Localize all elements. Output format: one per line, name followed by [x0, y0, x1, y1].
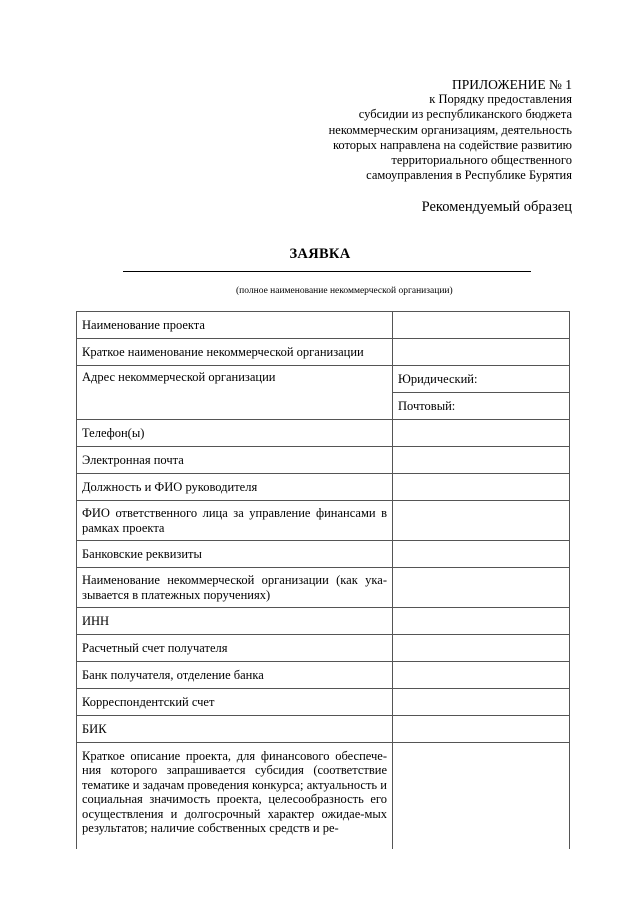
- value-finance-person[interactable]: [393, 501, 570, 541]
- table-row: [77, 366, 570, 393]
- value-project-name[interactable]: [393, 312, 570, 339]
- legal-address-cell[interactable]: Юридический:: [393, 366, 570, 393]
- label-head-position-name: Должность и ФИО руководителя: [77, 474, 393, 501]
- table-row: [77, 716, 570, 743]
- org-name-caption: (полное наименование некоммерческой организации): [236, 286, 453, 296]
- label-bank-details: Банковские реквизиты: [77, 541, 393, 568]
- label-finance-person: ФИО ответственного лица за управление финансами в рамках проекта: [77, 501, 393, 541]
- label-description: Краткое описание проекта, для финансового обеспече-ния которого запрашивается субсидия (соответствие тематике и задачам проведения конкурса; актуальность и социальная значимость проекта, целесообразность его осуществления и долгосрочный характер ожидае-мых результатов; наличие собственных средств и ре-: [82, 749, 387, 836]
- value-account[interactable]: [393, 635, 570, 662]
- table-row: [77, 339, 570, 366]
- table-row: [77, 743, 570, 850]
- postal-address-cell[interactable]: Почтовый:: [393, 393, 570, 420]
- value-phones[interactable]: [393, 420, 570, 447]
- appendix-line: которых направлена на содействие развитию: [332, 137, 572, 152]
- document-title: ЗАЯВКА: [289, 246, 351, 262]
- value-bank[interactable]: [393, 662, 570, 689]
- appendix-title: ПРИЛОЖЕНИЕ № 1: [451, 77, 572, 92]
- label-email: Электронная почта: [77, 447, 393, 474]
- application-form-table: [76, 311, 570, 849]
- value-inn[interactable]: [393, 608, 570, 635]
- table-row: [77, 689, 570, 716]
- value-bik[interactable]: [393, 716, 570, 743]
- table-row: [77, 474, 570, 501]
- table-row: [77, 447, 570, 474]
- appendix-line: некоммерческим организациям, деятельность: [328, 122, 572, 137]
- value-corr-account[interactable]: [393, 689, 570, 716]
- value-description[interactable]: [393, 743, 570, 850]
- org-name-underline: [123, 271, 531, 272]
- value-bank-details[interactable]: [393, 541, 570, 568]
- label-corr-account: Корреспондентский счет: [77, 689, 393, 716]
- table-row: [77, 568, 570, 608]
- appendix-line: к Порядку предоставления: [429, 92, 572, 107]
- label-account: Расчетный счет получателя: [77, 635, 393, 662]
- label-inn: ИНН: [77, 608, 393, 635]
- appendix-line: территориального общественного: [391, 153, 572, 168]
- label-org-address: Адрес некоммерческой организации: [77, 366, 393, 420]
- appendix-line: самоуправления в Республике Бурятия: [366, 168, 572, 183]
- label-org-name-payments: Наименование некоммерческой организации (как ука-зывается в платежных поручениях): [77, 568, 393, 608]
- label-bik: БИК: [77, 716, 393, 743]
- value-head-position-name[interactable]: [393, 474, 570, 501]
- table-row: [77, 420, 570, 447]
- table-row: [77, 501, 570, 541]
- table-row: [77, 608, 570, 635]
- value-org-name-payments[interactable]: [393, 568, 570, 608]
- table-row: [77, 635, 570, 662]
- appendix-header: [212, 77, 572, 183]
- label-description-cell: [77, 743, 393, 850]
- appendix-line: субсидии из республиканского бюджета: [358, 107, 572, 122]
- value-short-org-name[interactable]: [393, 339, 570, 366]
- table-row: [77, 541, 570, 568]
- label-project-name: Наименование проекта: [77, 312, 393, 339]
- value-email[interactable]: [393, 447, 570, 474]
- label-phones: Телефон(ы): [77, 420, 393, 447]
- table-row: [77, 662, 570, 689]
- label-short-org-name: Краткое наименование некоммерческой организации: [77, 339, 393, 366]
- table-row: [77, 312, 570, 339]
- label-bank: Банк получателя, отделение банка: [77, 662, 393, 689]
- recommended-sample-label: Рекомендуемый образец: [421, 199, 572, 215]
